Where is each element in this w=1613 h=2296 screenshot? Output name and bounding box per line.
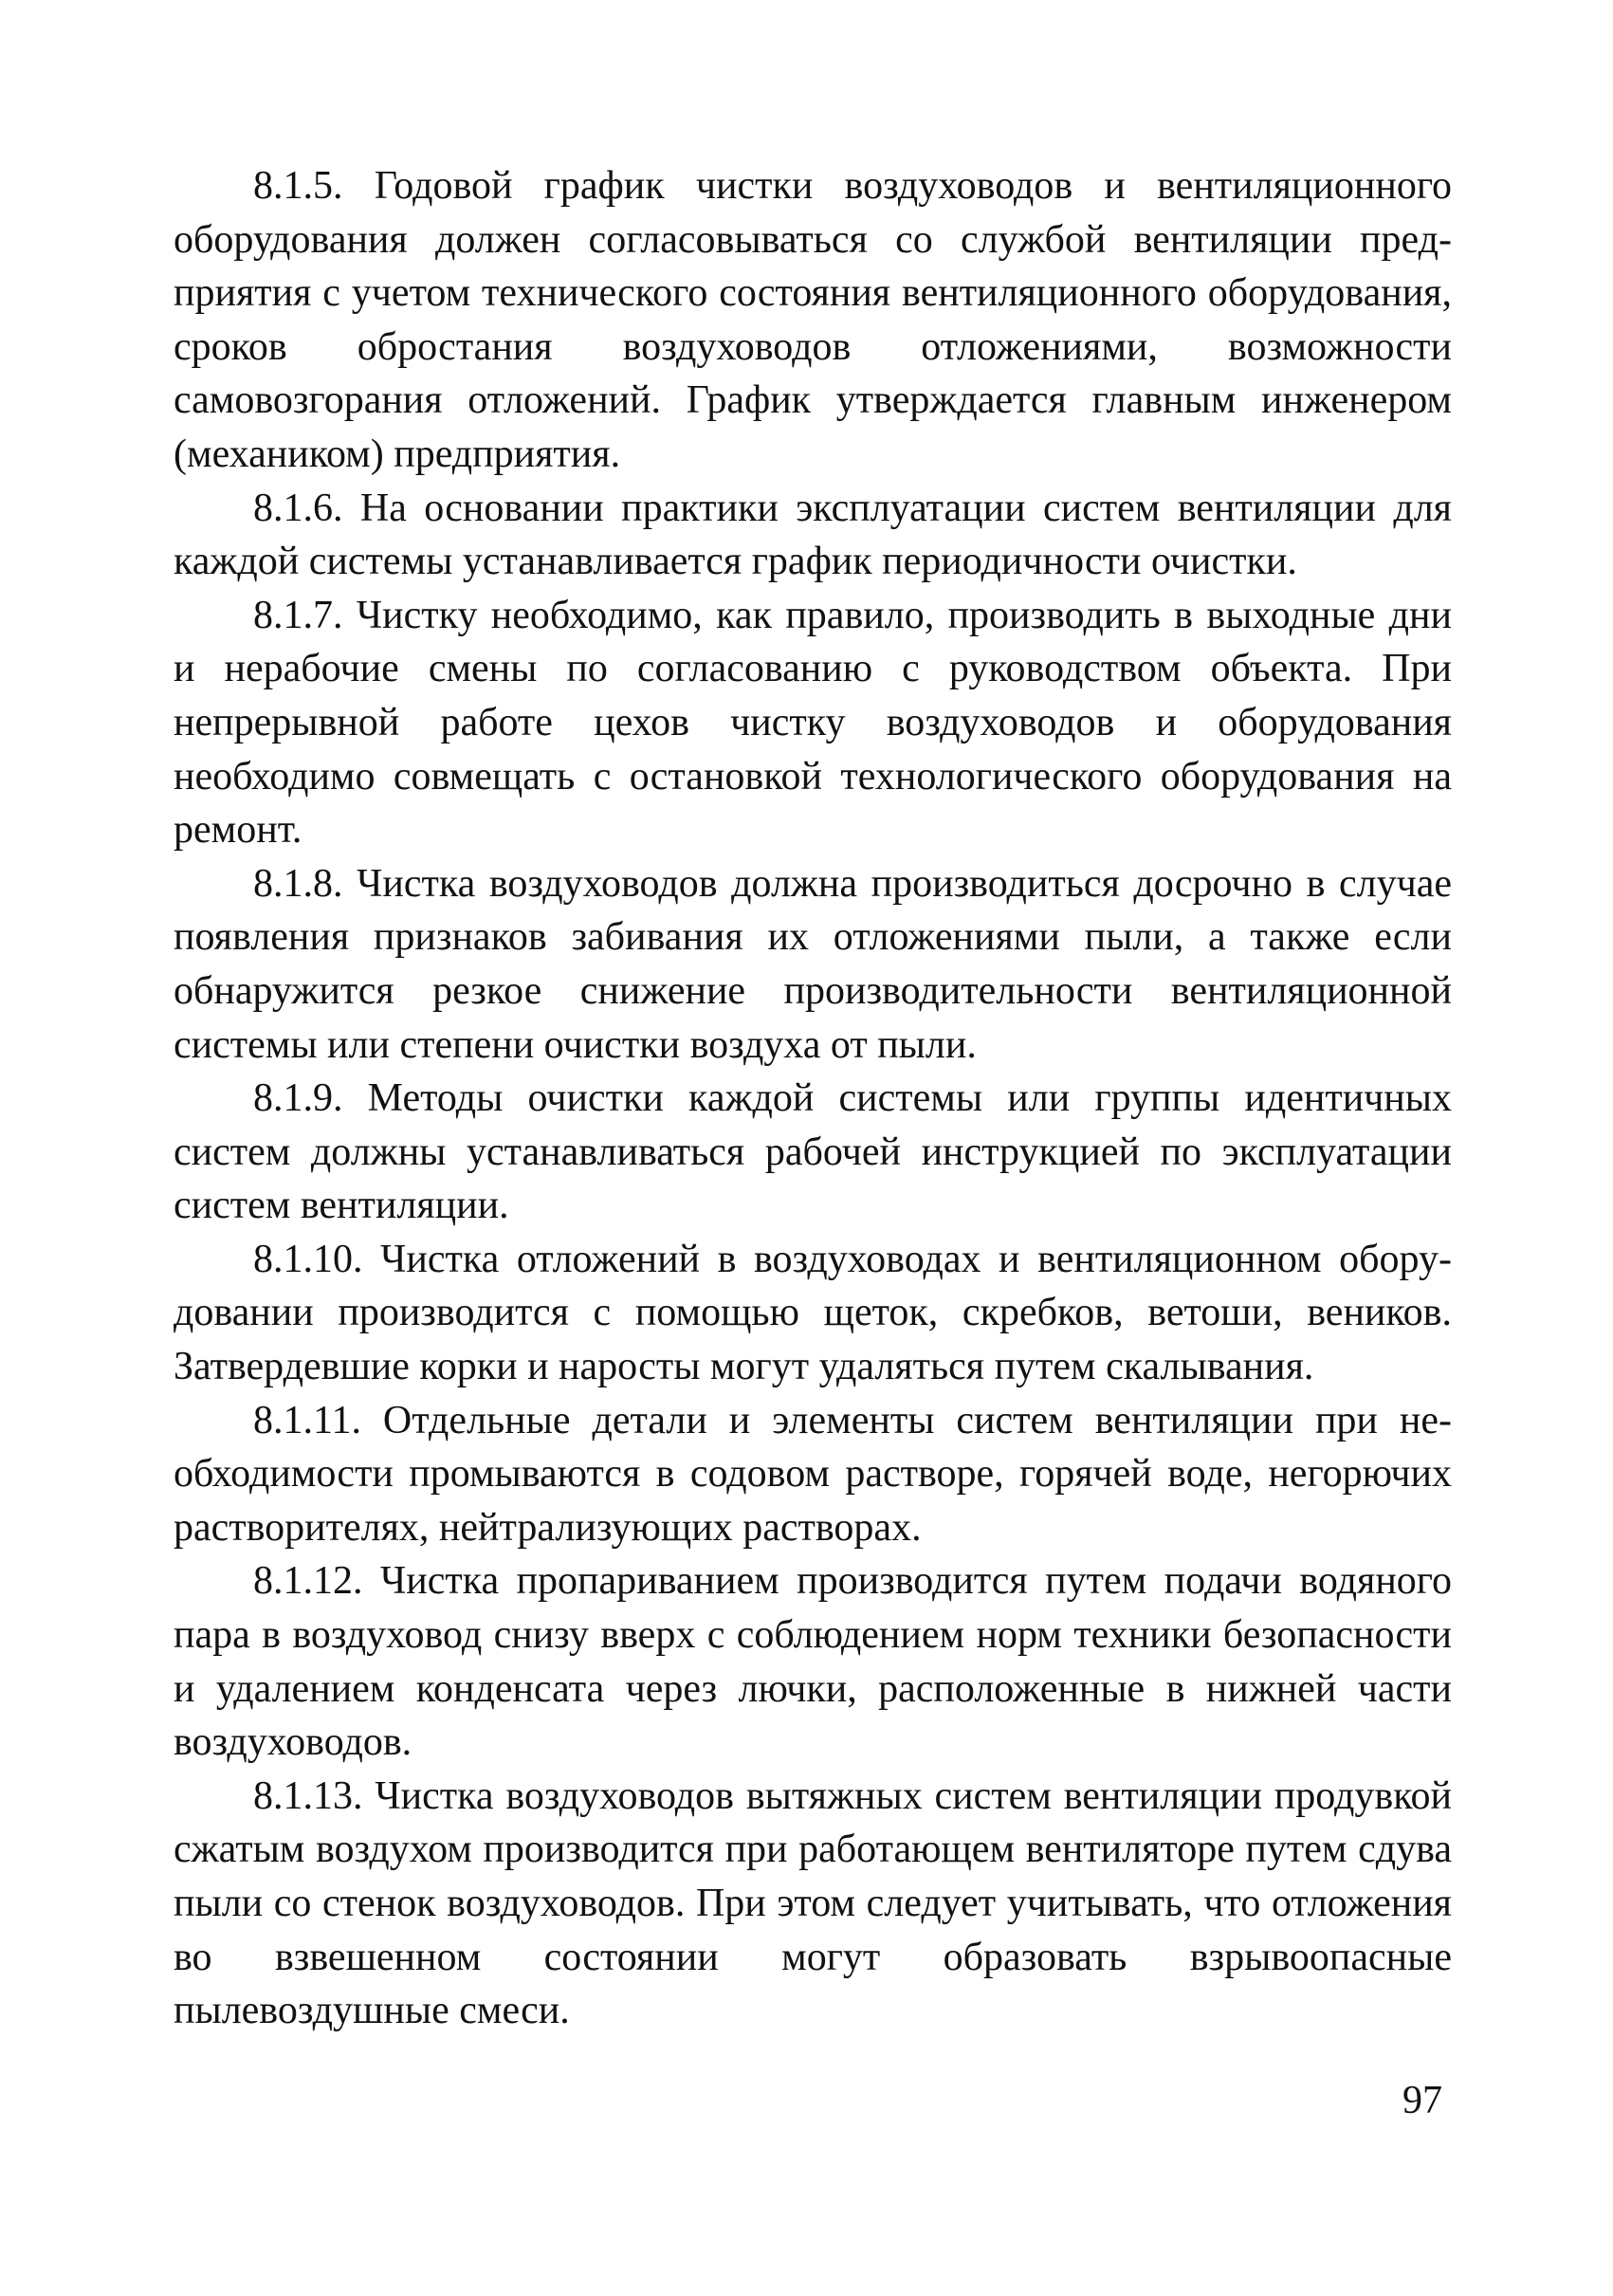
page-number: 97 <box>1402 2079 1442 2122</box>
body-text <box>174 159 1452 2038</box>
paragraph-8-1-9: 8.1.9. Методы очистки каждой системы или группы идентичных систем должны устанавливаться рабочей инструкцией по эксплуатации систем вентиляции. <box>174 1076 1452 1228</box>
paragraph-8-1-13: 8.1.13. Чистка воздуховодов вытяжных систем вентиляции продувкой сжатым воздухом производится при работающем вентиляторе путем сдува пыли со стенок воздуховодов. При этом следует учитывать, что отложения во взвешенном состоянии могут образовать взрывоопасные пылевоздушные смеси. <box>174 1773 1452 2033</box>
paragraph-8-1-6: 8.1.6. На основании практики эксплуатации систем вентиляции для каждой системы устанавливается график периодичности очистки. <box>174 486 1452 584</box>
paragraph-8-1-11: 8.1.11. Отдельные детали и элементы систем вентиляции при необходимости промываются в содовом растворе, горячей воде, негорючих растворителях, нейтрализующих растворах. <box>174 1398 1452 1550</box>
paragraph-8-1-7: 8.1.7. Чистку необходимо, как правило, производить в выходные дни и нерабочие смены по согласованию с руководством объекта. При непрерывной работе цехов чистку воздуховодов и оборудования необходимо совмещать с остановкой технологического оборудования на ремонт. <box>174 593 1452 853</box>
paragraph-8-1-8: 8.1.8. Чистка воздуховодов должна производиться досрочно в случае появления признаков забивания их отложениями пыли, а также если обнаружится резкое снижение производительности вентиляционной системы или степени очистки воздуха от пыли. <box>174 861 1452 1067</box>
paragraph-8-1-5: 8.1.5. Годовой график чистки воздуховодов и вентиляционного оборудования должен согласовываться со службой вентиляции предприятия с учетом технического состояния вентиляционного оборудования, сроков обростания воздуховодов отложениями, возможности самовозгорания отложений. График утверждается главным инженером (механиком) предприятия. <box>174 164 1452 476</box>
paragraph-8-1-10: 8.1.10. Чистка отложений в воздуховодах и вентиляционном оборудовании производится с помощью щеток, скребков, ветоши, веников. Затвердевшие корки и наросты могут удаляться путем скалывания. <box>174 1237 1452 1389</box>
paragraph-8-1-12: 8.1.12. Чистка пропариванием производится путем подачи водяного пара в воздуховод снизу вверх с соблюдением норм техники безопасности и удалением конденсата через лючки, расположенные в нижней части воздуховодов. <box>174 1559 1452 1765</box>
